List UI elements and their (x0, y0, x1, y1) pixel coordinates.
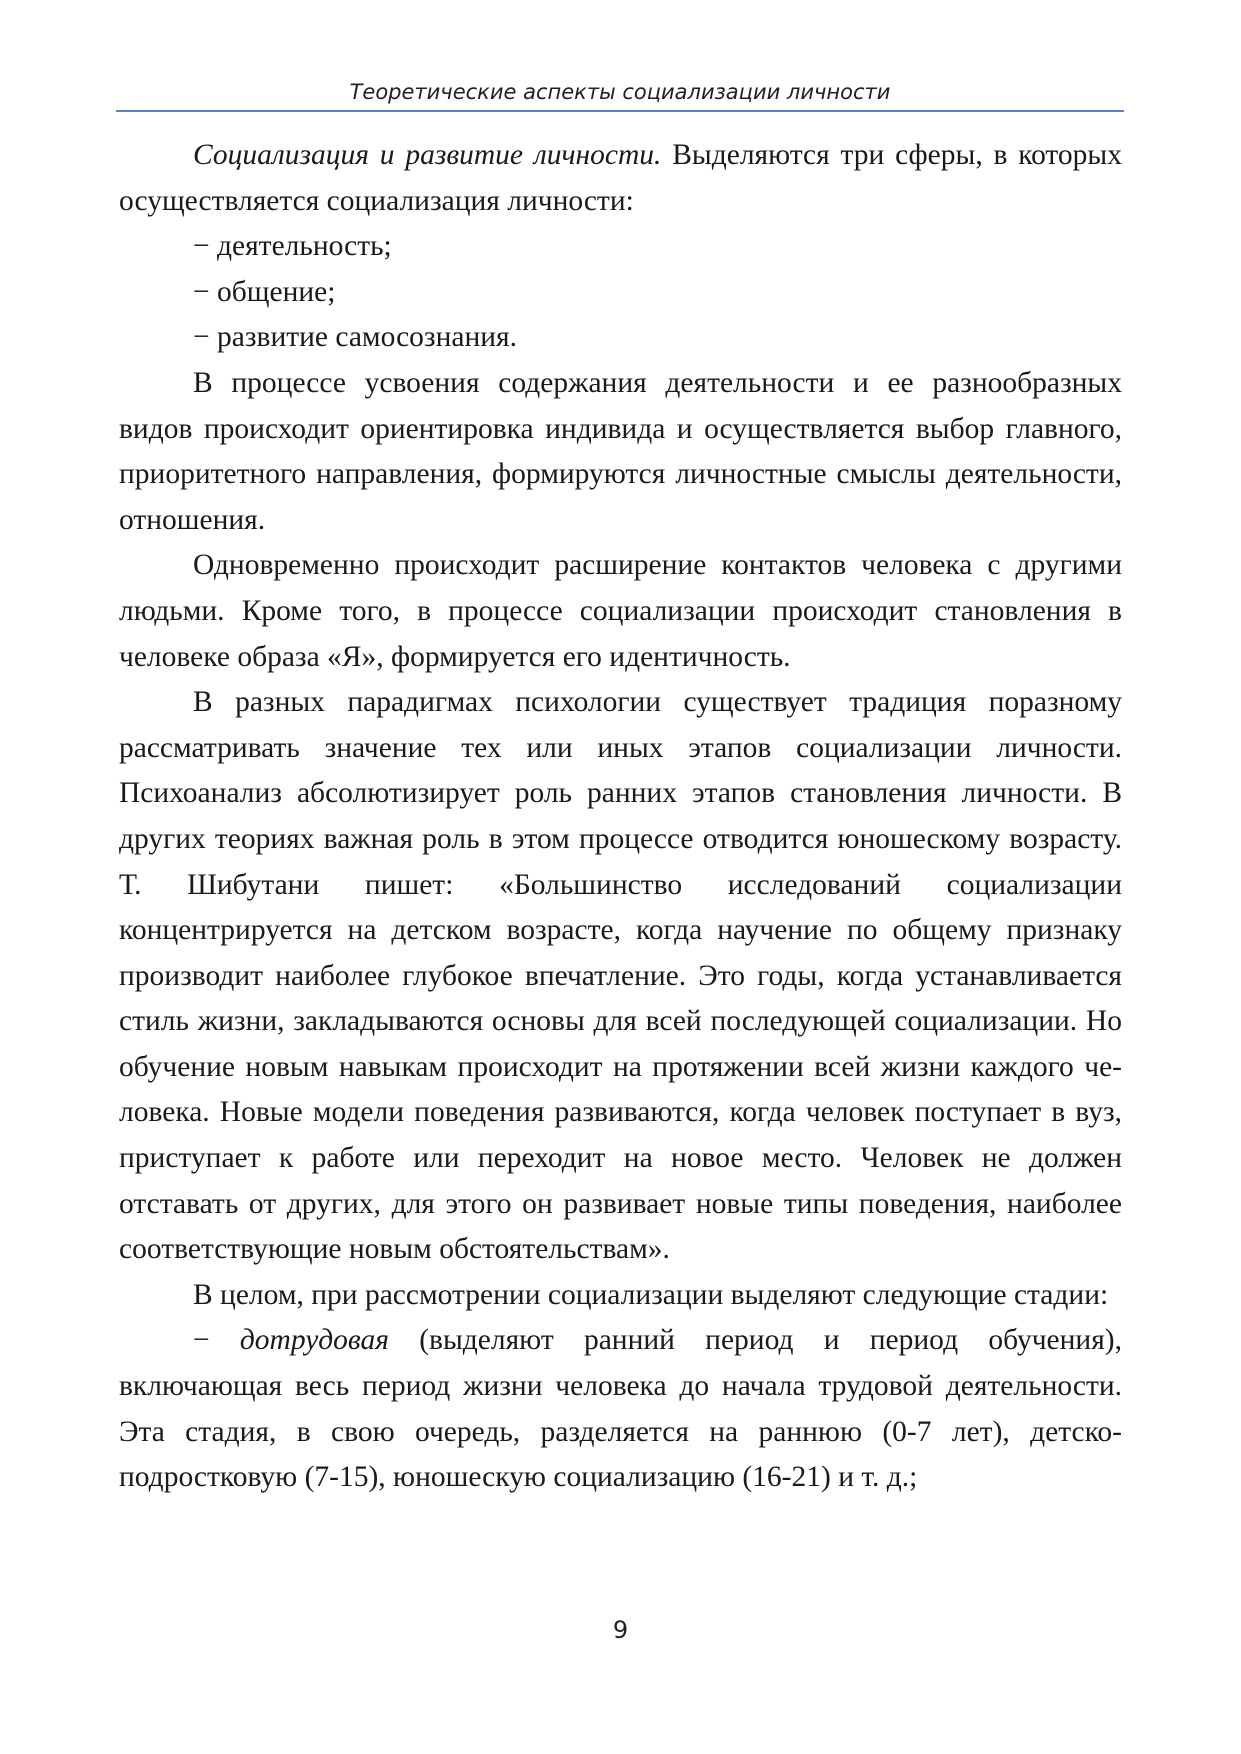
paragraph-pre-labor-stage (119, 1318, 1122, 1500)
list-item: − деятельность; (193, 230, 392, 263)
paragraph-text: (выделяют ранний период и период обучения), включающая весь период жизни человека до начала трудовой деятельности. Эта стадия, в свою очередь, разделяется на раннюю (0-7 лет), детско-подростковую (7-15), юношескую социализацию (16-21) и т. д.; (119, 1324, 1122, 1494)
paragraph-contacts: Одновременно происходит расширение контактов человека с другими людьми. Кроме того, в процессе социализации происходит становления в человеке образа «Я», формируется его идентичность. (119, 549, 1122, 673)
list-item: − развитие самосознания. (193, 321, 517, 354)
paragraph-term: Социализация и развитие личности. (193, 139, 662, 171)
paragraph-socialization-spheres (119, 133, 1122, 224)
list-dash: − (193, 1324, 240, 1357)
page-number: 9 (612, 1616, 629, 1644)
header-rule (116, 110, 1124, 112)
paragraph-activity: В процессе усвоения содержания деятельности и ее разнообразных видов происходит ориентировка индивида и осуществляется выбор главного, приоритетного направления, формируются личностные смыслы деятельности, отношения. (119, 366, 1122, 536)
body-text (119, 133, 1122, 1501)
paragraph-text: Выделяются три сферы, в которых осуществляется социализация личности: (119, 139, 1122, 217)
list-item: − общение; (193, 275, 336, 308)
paragraph-paradigms: В разных парадигмах психологии существует традиция поразному рассматривать значение тех или иных этапов социализации личности. Психоанализ абсолютизирует роль ранних этапов становления личности. В других теориях важная роль в этом процессе отводится юношескому возрасту. Т. Шибутани пишет: «Большинство исследований социализации концентрируется на детском возрасте, когда научение по общему признаку производит наиболее глубокое впечатление. Это годы, когда устанавливается стиль жизни, закладываются основы для всей последующей социализации. Но обучение новым навыкам происходит на протяжении всей жизни каждого человека. Новые модели поведения развиваются, когда человек поступает в вуз, приступает к работе или переходит на новое место. Человек не должен отставать от других, для этого он развивает новые типы поведения, наиболее соответствующие новым обстоятельствам». (119, 686, 1122, 1266)
paragraph-stages-intro: В целом, при рассмотрении социализации выделяют следующие стадии: (193, 1278, 1109, 1311)
running-header: Теоретические аспекты социализации личности (349, 80, 891, 104)
stage-term: дотрудовая (239, 1324, 389, 1357)
